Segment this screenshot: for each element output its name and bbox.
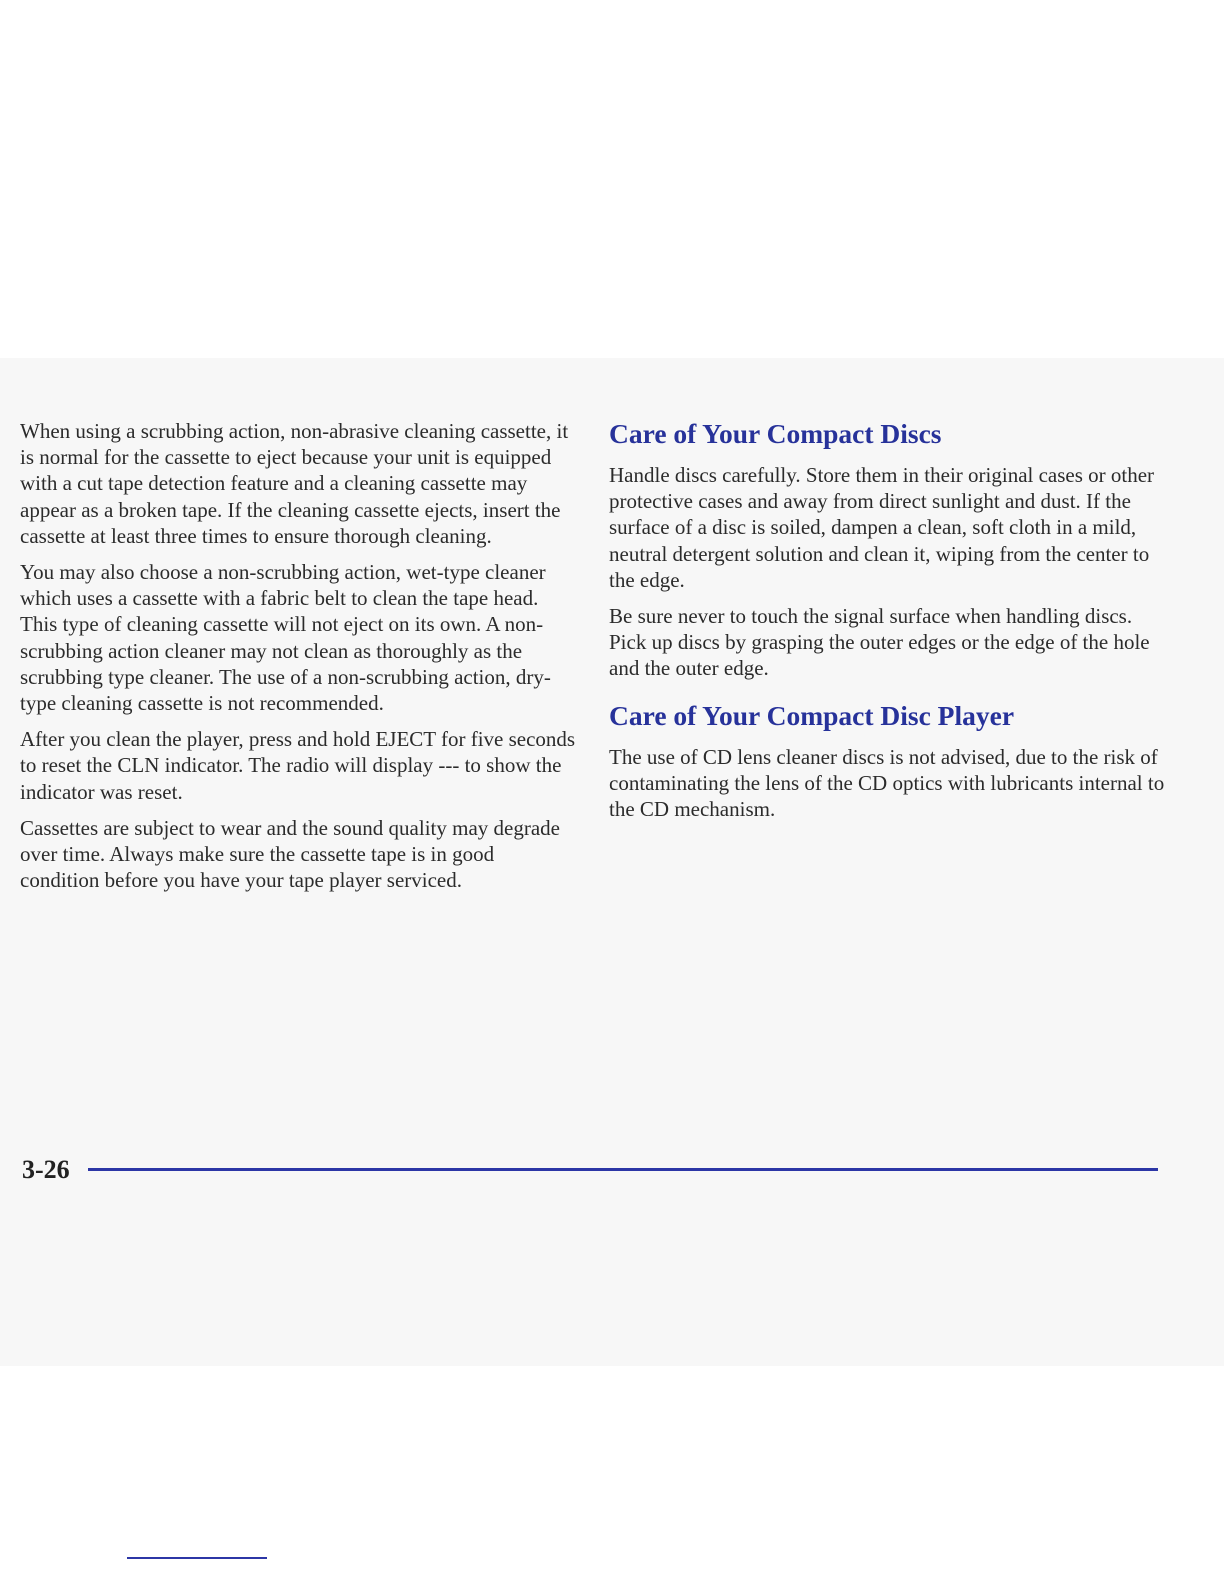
- paragraph-handle-discs: Handle discs carefully. Store them in their original cases or other protective cases and away from direct sunlight and dust. If the surface of a disc is soiled, dampen a clean, soft cloth in a mild, neutral detergent solution and clean it, wiping from the center to the edge.: [609, 463, 1155, 592]
- page-number: 3-26: [22, 1155, 70, 1184]
- paragraph-reset-cln-indicator: After you clean the player, press and hold EJECT for five seconds to reset the CLN indicator. The radio will display --- to show the indicator was reset.: [20, 727, 576, 804]
- page-footer: [22, 1155, 1158, 1187]
- right-column: [609, 418, 1169, 832]
- heading-care-of-compact-discs: Care of Your Compact Discs: [609, 418, 942, 449]
- bottom-edge-mark: [127, 1557, 267, 1559]
- heading-care-of-compact-disc-player: Care of Your Compact Disc Player: [609, 699, 1015, 731]
- footer-rule: [88, 1168, 1158, 1171]
- left-column: [20, 418, 576, 903]
- paragraph-signal-surface: Be sure never to touch the signal surface when handling discs. Pick up discs by grasping the outer edges or the edge of the hole and the outer edge.: [609, 604, 1150, 681]
- paragraph-wet-type-cleaner: You may also choose a non-scrubbing action, wet-type cleaner which uses a cassette with a fabric belt to clean the tape head. This type of cleaning cassette will not eject on its own. A non-scrubbing action cleaner may not clean as thoroughly as the scrubbing type cleaner. The use of a non-scrubbing action, dry-type cleaning cassette is not recommended.: [20, 560, 551, 716]
- paragraph-cassette-wear: Cassettes are subject to wear and the sound quality may degrade over time. Always make sure the cassette tape is in good condition before you have your tape player serviced.: [20, 815, 560, 893]
- paragraph-scrubbing-cleaner: When using a scrubbing action, non-abrasive cleaning cassette, it is normal for the cassette to eject because your unit is equipped with a cut tape detection feature and a cleaning cassette may appear as a broken tape. If the cleaning cassette ejects, insert the cassette at least three times to ensure thorough cleaning.: [20, 419, 569, 548]
- paragraph-cd-lens-cleaner: The use of CD lens cleaner discs is not advised, due to the risk of contaminating the lens of the CD optics with lubricants internal to the CD mechanism.: [609, 744, 1165, 822]
